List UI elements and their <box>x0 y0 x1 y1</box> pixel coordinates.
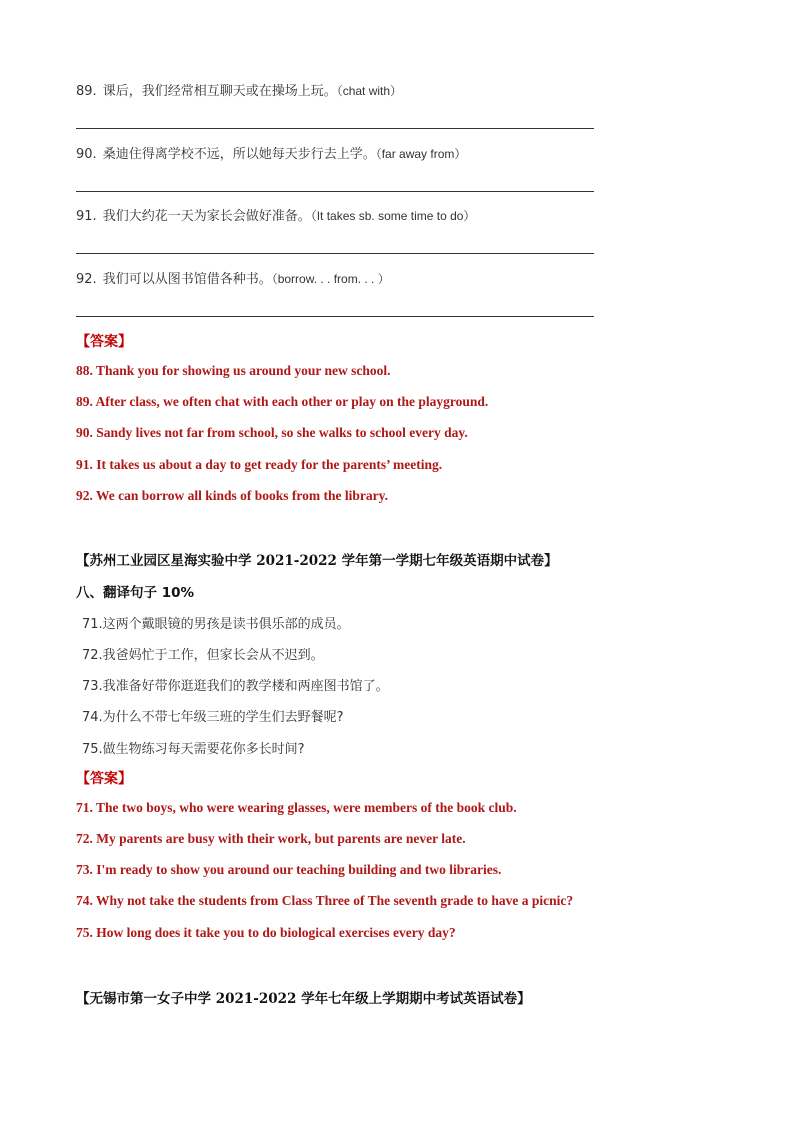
source-heading-wuxi: 【无锡市第一女子中学 2021-2022 学年七年级上学期期中考试英语试卷】 <box>76 991 531 1007</box>
question-90: 90. 桑迪住得离学校不远，所以她每天步行去上学。（far away from） <box>76 147 467 162</box>
answer-71: 71. The two boys, who were wearing glasses, were members of the book club. <box>76 800 517 815</box>
answer-label: 【答案】 <box>76 334 132 350</box>
answer-92: 92. We can borrow all kinds of books from the library. <box>76 488 389 503</box>
answer-line-91 <box>76 253 594 254</box>
question-92: 92. 我们可以从图书馆借各种书。（borrow. . . from. . . ） <box>76 272 390 287</box>
answer-line-89 <box>76 128 594 129</box>
section-title: 八、翻译句子 10% <box>76 585 195 601</box>
answer-75: 75. How long does it take you to do biological exercises every day? <box>76 925 456 940</box>
question-91: 91. 我们大约花一天为家长会做好准备。（It takes sb. some time to do） <box>76 209 476 224</box>
question-89: 89. 课后，我们经常相互聊天或在操场上玩。（chat with） <box>76 84 403 99</box>
answer-91: 91. It takes us about a day to get ready for the parents’ meeting. <box>76 457 443 472</box>
answer-72: 72. My parents are busy with their work, but parents are never late. <box>76 831 466 846</box>
zh-item-72: 72.我爸妈忙于工作，但家长会从不迟到。 <box>82 648 324 663</box>
zh-item-74: 74.为什么不带七年级三班的学生们去野餐呢? <box>82 710 344 725</box>
zh-item-73: 73.我准备好带你逛逛我们的教学楼和两座图书馆了。 <box>82 679 389 694</box>
answer-89: 89. After class, we often chat with each other or play on the playground. <box>76 394 489 409</box>
zh-item-75: 75.做生物练习每天需要花你多长时间? <box>82 742 305 757</box>
answer-label-2: 【答案】 <box>76 771 132 787</box>
answer-74: 74. Why not take the students from Class Three of The seventh grade to have a picnic? <box>76 893 574 908</box>
answer-73: 73. I'm ready to show you around our teaching building and two libraries. <box>76 862 502 877</box>
answer-line-92 <box>76 316 594 317</box>
answer-line-90 <box>76 191 594 192</box>
zh-item-71: 71.这两个戴眼镜的男孩是读书俱乐部的成员。 <box>82 617 350 632</box>
answer-90: 90. Sandy lives not far from school, so she walks to school every day. <box>76 425 468 440</box>
source-heading-suzhou: 【苏州工业园区星海实验中学 2021-2022 学年第一学期七年级英语期中试卷】 <box>76 553 558 569</box>
answer-88: 88. Thank you for showing us around your new school. <box>76 363 391 378</box>
